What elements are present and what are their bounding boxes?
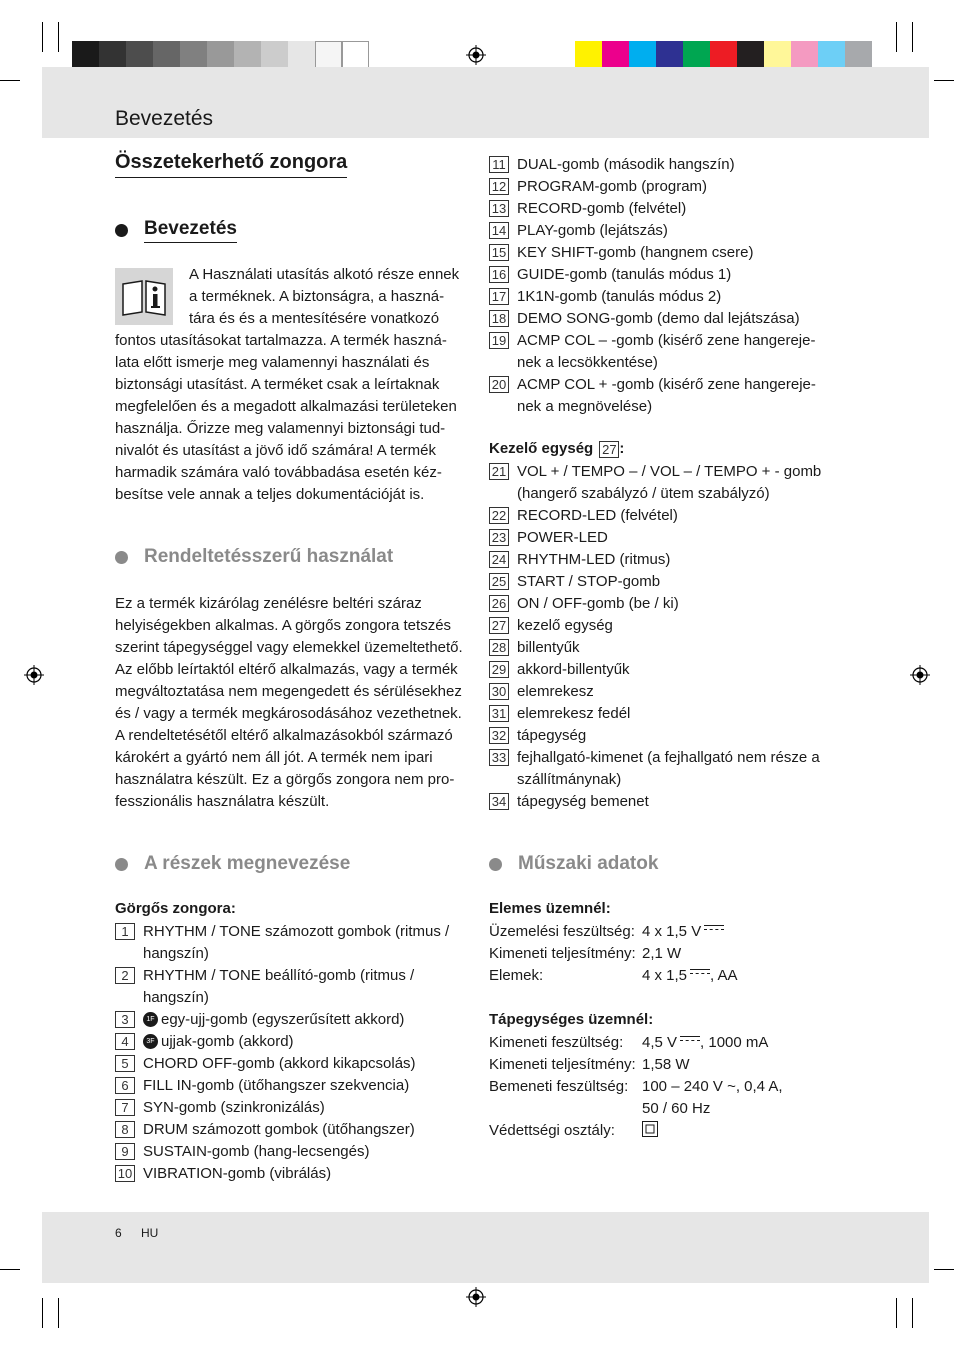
section-heading-intended-use: Rendeltetésszerű használat bbox=[115, 546, 393, 568]
part-label: SUSTAIN-gomb (hang-lecsengés) bbox=[143, 1143, 370, 1160]
color-swatch bbox=[602, 41, 629, 68]
color-swatch bbox=[791, 41, 818, 68]
part-label: tápegység bemenet bbox=[517, 793, 649, 810]
part-label: ACMP COL – -gomb (kisérő zene hangereje- nek a lecsökkentése) bbox=[517, 332, 816, 371]
spec-row bbox=[489, 943, 834, 965]
dc-symbol-icon bbox=[690, 969, 710, 977]
spec-label: Bemeneti feszültség: bbox=[489, 1078, 629, 1095]
part-number: 30 bbox=[489, 683, 509, 700]
list-item bbox=[115, 1163, 475, 1185]
bullet-icon bbox=[115, 551, 128, 564]
control-unit-heading: Kezelő egység 27 : bbox=[489, 440, 625, 457]
bullet-icon bbox=[115, 224, 128, 237]
color-swatch bbox=[845, 41, 872, 68]
spec-row bbox=[489, 1032, 834, 1054]
adapter-specs bbox=[489, 1032, 834, 1142]
part-label: CHORD OFF-gomb (akkord kikapcsolás) bbox=[143, 1055, 416, 1072]
dc-symbol-icon bbox=[704, 925, 724, 933]
part-label: kezelő egység bbox=[517, 617, 613, 634]
color-swatch bbox=[234, 41, 261, 68]
registration-mark-icon bbox=[910, 665, 930, 685]
intended-use-paragraph: Ez a termék kizárólag zenélésre beltéri száraz helyiségekben alkalmas. A görgős zongora tetszés szerint tápegységgel vagy elemekkel üzemeltethető. Az előbb leírtaktól eltérő alkalmazás, vagy a termék megváltoztatása nem megengedett és sérülésekhez és / vagy a termék megkárosodásához vezethetnek. A rendeltetésétől eltérő alkalmazásokból származó károkért a gyártó nem áll jót. A termék nem ipari használatra készült. Ez a görgős zongora nem pro- fesszionális használatra készült. bbox=[115, 595, 463, 810]
spec-value: 1,58 W bbox=[642, 1056, 690, 1073]
part-number: 17 bbox=[489, 288, 509, 305]
color-swatch bbox=[683, 41, 710, 68]
finger-badge-icon: 1F bbox=[143, 1012, 158, 1027]
bullet-icon bbox=[489, 858, 502, 871]
part-label: akkord-billentyűk bbox=[517, 661, 630, 678]
crop-mark bbox=[42, 22, 43, 52]
list-item bbox=[115, 1075, 475, 1097]
spec-label: Kimeneti feszültség: bbox=[489, 1034, 624, 1051]
list-item bbox=[489, 659, 834, 681]
part-number: 27 bbox=[489, 617, 509, 634]
crop-mark bbox=[896, 22, 897, 52]
parts-list-left bbox=[115, 921, 475, 1185]
part-number: 11 bbox=[489, 156, 509, 173]
spec-row bbox=[489, 1076, 834, 1120]
color-swatch bbox=[99, 41, 126, 68]
page-number: 6 bbox=[115, 1226, 122, 1240]
spec-row bbox=[489, 1120, 834, 1142]
part-number: 34 bbox=[489, 793, 509, 810]
list-item bbox=[489, 242, 834, 264]
part-label: POWER-LED bbox=[517, 529, 608, 546]
parts-list-right bbox=[489, 154, 834, 418]
part-label: 1K1N-gomb (tanulás módus 2) bbox=[517, 288, 722, 305]
part-number: 14 bbox=[489, 222, 509, 239]
crop-mark bbox=[934, 80, 954, 81]
part-number: 19 bbox=[489, 332, 509, 349]
part-number: 33 bbox=[489, 749, 509, 766]
color-swatch bbox=[261, 41, 288, 68]
list-item bbox=[489, 286, 834, 308]
list-item bbox=[489, 374, 834, 418]
part-label: 3F ujjak-gomb (akkord) bbox=[143, 1031, 475, 1053]
color-swatch bbox=[342, 41, 369, 68]
part-number: 13 bbox=[489, 200, 509, 217]
list-item bbox=[489, 198, 834, 220]
list-item bbox=[489, 549, 834, 571]
part-label: DEMO SONG-gomb (demo dal lejátszása) bbox=[517, 310, 800, 327]
part-label: KEY SHIFT-gomb (hangnem csere) bbox=[517, 244, 754, 261]
battery-heading: Elemes üzemnél: bbox=[489, 900, 611, 917]
header-title: Bevezetés bbox=[115, 107, 214, 130]
part-number: 28 bbox=[489, 639, 509, 656]
footer-band bbox=[42, 1212, 929, 1283]
part-label: FILL IN-gomb (ütőhangszer szekvencia) bbox=[143, 1077, 410, 1094]
crop-mark bbox=[896, 1298, 897, 1328]
list-item bbox=[489, 571, 834, 593]
part-number: 18 bbox=[489, 310, 509, 327]
list-item bbox=[489, 220, 834, 242]
part-number: 24 bbox=[489, 551, 509, 568]
intro-first-lines: A Használati utasítás alkotó része ennek a terméknek. A biztonságra, a haszná- tára és és a mentesítésére vonatkozó bbox=[189, 266, 460, 327]
part-label: PROGRAM-gomb (program) bbox=[517, 178, 708, 195]
spec-label: Kimeneti teljesítmény: bbox=[489, 945, 636, 962]
spec-value: 4 x 1,5 V bbox=[642, 921, 724, 943]
crop-mark bbox=[912, 22, 913, 52]
intro-paragraph: fontos utasításokat tartalmazza. A termék haszná- lata előtt ismerje meg valamennyi használati és biztonsági utasítást. A terméket csak a leírtaknak megfelelően és a megadott alkalmazási területeken használja. Őrizze meg valamennyi biztonsági tud- nivalót és utasítást a jövő idő számára! A termék harmadik számára való továbbadása esetén kéz- besítse vele annak a teljes dokumentációját is. bbox=[115, 332, 457, 503]
list-item bbox=[115, 965, 475, 1009]
color-swatch bbox=[288, 41, 315, 68]
control-unit-list bbox=[489, 461, 834, 813]
part-number: 8 bbox=[115, 1121, 135, 1138]
part-number: 21 bbox=[489, 463, 509, 480]
part-label: DRUM számozott gombok (ütőhangszer) bbox=[143, 1121, 415, 1138]
list-item bbox=[489, 637, 834, 659]
part-number: 31 bbox=[489, 705, 509, 722]
list-item bbox=[489, 747, 834, 791]
spec-label: Üzemelési feszültség: bbox=[489, 923, 635, 940]
crop-mark bbox=[0, 1269, 20, 1270]
part-label: billentyűk bbox=[517, 639, 580, 656]
color-swatch bbox=[207, 41, 234, 68]
part-label: fejhallgató-kimenet (a fejhallgató nem része a szállítmánynak) bbox=[517, 749, 820, 788]
spec-label: Elemek: bbox=[489, 967, 544, 984]
spec-label: Kimeneti teljesítmény: bbox=[489, 1056, 636, 1073]
color-swatch bbox=[818, 41, 845, 68]
part-label: tápegység bbox=[517, 727, 587, 744]
part-number: 26 bbox=[489, 595, 509, 612]
part-number: 15 bbox=[489, 244, 509, 261]
list-item bbox=[489, 154, 834, 176]
section-heading-specs: Műszaki adatok bbox=[489, 853, 658, 875]
registration-mark-icon bbox=[466, 1287, 486, 1307]
color-swatch bbox=[180, 41, 207, 68]
part-label: DUAL-gomb (második hangszín) bbox=[517, 156, 735, 173]
part-label: GUIDE-gomb (tanulás módus 1) bbox=[517, 266, 732, 283]
part-number: 12 bbox=[489, 178, 509, 195]
part-label: RECORD-gomb (felvétel) bbox=[517, 200, 687, 217]
adapter-heading: Tápegységes üzemnél: bbox=[489, 1011, 654, 1028]
color-swatch bbox=[710, 41, 737, 68]
class-ii-double-square-icon bbox=[642, 1122, 658, 1139]
finger-badge-icon: 3F bbox=[143, 1034, 158, 1049]
registration-mark-icon bbox=[466, 45, 486, 65]
part-label: RECORD-LED (felvétel) bbox=[517, 507, 678, 524]
part-label: 1F egy-ujj-gomb (egyszerűsített akkord) bbox=[143, 1009, 475, 1031]
part-number: 7 bbox=[115, 1099, 135, 1116]
color-swatch bbox=[629, 41, 656, 68]
color-swatch bbox=[575, 41, 602, 68]
part-number: 16 bbox=[489, 266, 509, 283]
part-label: RHYTHM / TONE számozott gombok (ritmus / hangszín) bbox=[143, 923, 450, 962]
part-label: PLAY-gomb (lejátszás) bbox=[517, 222, 668, 239]
spec-value: 4,5 V , 1000 mA bbox=[642, 1034, 769, 1051]
part-label: elemrekesz fedél bbox=[517, 705, 631, 722]
part-number: 20 bbox=[489, 376, 509, 393]
section-heading-parts: A részek megnevezése bbox=[115, 853, 350, 875]
part-number: 32 bbox=[489, 727, 509, 744]
parts-subheading: Görgős zongora: bbox=[115, 900, 236, 917]
list-item bbox=[115, 1097, 475, 1119]
language-code: HU bbox=[141, 1226, 159, 1240]
crop-mark bbox=[912, 1298, 913, 1328]
part-number: 9 bbox=[115, 1143, 135, 1160]
part-number: 22 bbox=[489, 507, 509, 524]
crop-mark bbox=[58, 22, 59, 52]
spec-row bbox=[489, 1054, 834, 1076]
crop-mark bbox=[0, 80, 20, 81]
color-swatch bbox=[737, 41, 764, 68]
crop-mark bbox=[42, 1298, 43, 1328]
list-item bbox=[489, 264, 834, 286]
part-number: 25 bbox=[489, 573, 509, 590]
part-number: 6 bbox=[115, 1077, 135, 1094]
color-swatch bbox=[72, 41, 99, 68]
process-color-bar bbox=[575, 41, 872, 68]
part-number: 4 bbox=[115, 1033, 135, 1050]
color-swatch bbox=[764, 41, 791, 68]
part-number: 29 bbox=[489, 661, 509, 678]
spec-value: 2,1 W bbox=[642, 945, 682, 962]
part-label: START / STOP-gomb bbox=[517, 573, 661, 590]
dc-symbol-icon bbox=[680, 1036, 700, 1044]
spec-label: Védettségi osztály: bbox=[489, 1122, 615, 1139]
part-label: ON / OFF-gomb (be / ki) bbox=[517, 595, 679, 612]
battery-specs bbox=[489, 921, 834, 987]
part-number: 10 bbox=[115, 1165, 135, 1182]
document-title: Összetekerhető zongora bbox=[115, 151, 347, 178]
list-item bbox=[489, 791, 834, 813]
list-item bbox=[115, 1053, 475, 1075]
color-swatch bbox=[153, 41, 180, 68]
part-label: RHYTHM / TONE beállító-gomb (ritmus / hangszín) bbox=[143, 967, 415, 1006]
bullet-icon bbox=[115, 858, 128, 871]
part-number: 23 bbox=[489, 529, 509, 546]
spec-value: 4 x 1,5 , AA bbox=[642, 967, 738, 984]
part-label: VIBRATION-gomb (vibrálás) bbox=[143, 1165, 332, 1182]
list-item bbox=[115, 1031, 475, 1053]
list-item bbox=[115, 1141, 475, 1163]
section-heading-intro: Bevezetés bbox=[115, 218, 237, 243]
list-item bbox=[489, 308, 834, 330]
part-label: elemrekesz bbox=[517, 683, 594, 700]
part-number: 1 bbox=[115, 923, 135, 940]
spec-value bbox=[642, 1120, 658, 1142]
list-item bbox=[489, 505, 834, 527]
color-swatch bbox=[315, 41, 342, 68]
part-number: 5 bbox=[115, 1055, 135, 1072]
list-item bbox=[489, 527, 834, 549]
control-unit-ref: 27 bbox=[599, 441, 619, 458]
list-item bbox=[489, 725, 834, 747]
manual-info-icon bbox=[115, 268, 173, 325]
crop-mark bbox=[58, 1298, 59, 1328]
list-item bbox=[115, 1119, 475, 1141]
color-swatch bbox=[126, 41, 153, 68]
color-swatch bbox=[656, 41, 683, 68]
spec-value: 100 – 240 V ~, 0,4 A, 50 / 60 Hz bbox=[642, 1078, 783, 1117]
registration-mark-icon bbox=[24, 665, 44, 685]
list-item bbox=[115, 921, 475, 965]
list-item bbox=[489, 461, 834, 505]
part-number: 2 bbox=[115, 967, 135, 984]
list-item bbox=[489, 176, 834, 198]
list-item bbox=[489, 593, 834, 615]
list-item bbox=[489, 615, 834, 637]
list-item bbox=[115, 1009, 475, 1031]
crop-mark bbox=[934, 1269, 954, 1270]
gray-color-bar bbox=[72, 41, 369, 68]
list-item bbox=[489, 703, 834, 725]
spec-row bbox=[489, 965, 834, 987]
part-label: RHYTHM-LED (ritmus) bbox=[517, 551, 671, 568]
part-label: ACMP COL + -gomb (kisérő zene hangereje- nek a megnövelése) bbox=[517, 376, 816, 415]
list-item bbox=[489, 330, 834, 374]
part-number: 3 bbox=[115, 1011, 135, 1028]
part-label: VOL + / TEMPO – / VOL – / TEMPO + - gomb (hangerő szabályzó / ütem szabályzó) bbox=[517, 463, 822, 502]
list-item bbox=[489, 681, 834, 703]
part-label: SYN-gomb (szinkronizálás) bbox=[143, 1099, 325, 1116]
spec-row bbox=[489, 921, 834, 943]
